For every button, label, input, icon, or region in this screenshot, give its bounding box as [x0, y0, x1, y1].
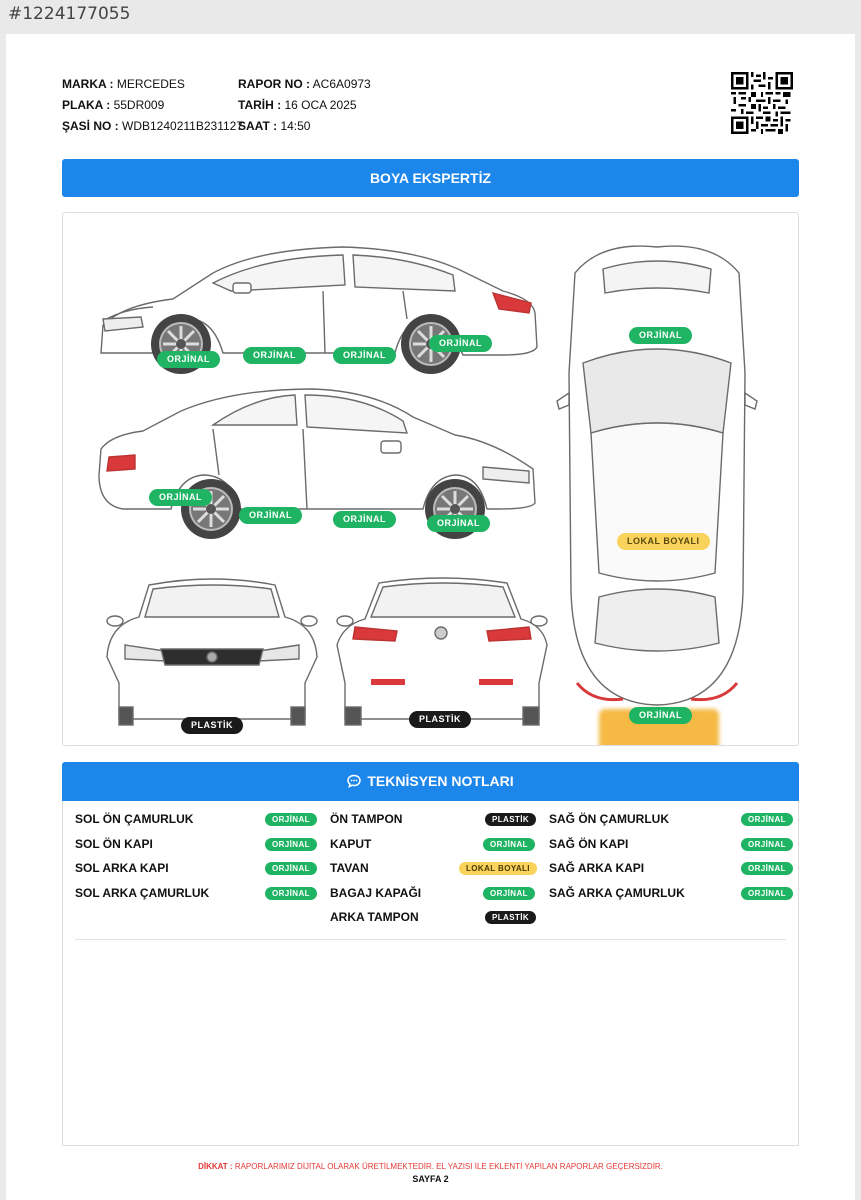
rapor-label: RAPOR NO :: [238, 77, 310, 91]
badge-left-rear-fender: ORJİNAL: [429, 335, 492, 352]
note-label: BAGAJ KAPAĞI: [330, 885, 422, 900]
boya-ekspertiz-title: BOYA EKSPERTİZ: [62, 159, 799, 197]
note-row: [75, 807, 311, 832]
dikkat-label: DİKKAT :: [198, 1162, 233, 1171]
car-diagram-panel: [62, 212, 799, 746]
note-status: ORJİNAL: [741, 887, 793, 900]
dikkat-text: RAPORLARIMIZ DİJİTAL OLARAK ÜRETİLMEKTEDİR. EL YAZISI İLE EKLENTİ YAPILAN RAPORLAR GEÇERSİZDİR.: [234, 1162, 663, 1171]
note-label: SOL ÖN KAPI: [75, 836, 153, 851]
note-status: ORJİNAL: [483, 887, 535, 900]
note-row: [549, 807, 789, 832]
qr-code-icon[interactable]: [731, 72, 793, 134]
rapor-row: [238, 74, 371, 95]
badge-right-rear-fender: ORJİNAL: [149, 489, 212, 506]
note-status: ORJİNAL: [741, 862, 793, 875]
sasi-label: ŞASİ NO :: [62, 119, 119, 133]
badge-right-front-fender: ORJİNAL: [427, 515, 490, 532]
note-status: ORJİNAL: [265, 813, 317, 826]
chat-bubble-icon: [347, 774, 361, 788]
page-number: SAYFA 2: [412, 1174, 449, 1184]
saat-label: SAAT :: [238, 119, 278, 133]
vehicle-meta-left: [62, 74, 243, 137]
note-row: [75, 881, 311, 906]
note-status: ORJİNAL: [265, 887, 317, 900]
report-page: [6, 34, 855, 1200]
note-status: PLASTİK: [485, 911, 536, 924]
note-row: [330, 881, 530, 906]
note-row: [549, 881, 789, 906]
plaka-value: 55DR009: [113, 98, 165, 112]
marka-label: MARKA :: [62, 77, 114, 91]
note-row: [75, 856, 311, 881]
note-label: SOL ÖN ÇAMURLUK: [75, 812, 194, 826]
note-label: TAVAN: [330, 861, 369, 875]
badge-left-front-door: ORJİNAL: [243, 347, 306, 364]
vehicle-meta-right: [238, 74, 371, 137]
note-status: PLASTİK: [485, 813, 536, 826]
note-label: ÖN TAMPON: [330, 812, 403, 826]
note-label: SOL ARKA ÇAMURLUK: [75, 885, 210, 900]
rear-view: [337, 578, 547, 725]
note-label: SAĞ ARKA ÇAMURLUK: [549, 885, 685, 900]
tarih-value: 16 OCA 2025: [284, 98, 357, 112]
notes-column-right: [549, 807, 789, 905]
teknisyen-notlari-title: [62, 762, 799, 801]
note-label: ARKA TAMPON: [330, 910, 419, 924]
note-label: SAĞ ÖN KAPI: [549, 836, 629, 851]
badge-left-front-fender: ORJİNAL: [157, 351, 220, 368]
front-view: [107, 579, 317, 725]
note-status: ORJİNAL: [741, 838, 793, 851]
note-label: SOL ARKA KAPI: [75, 861, 169, 875]
note-label: SAĞ ÖN ÇAMURLUK: [549, 812, 669, 826]
badge-rear-bumper: PLASTİK: [409, 711, 471, 728]
sasi-value: WDB1240211B231127: [122, 119, 243, 133]
note-row: [549, 856, 789, 881]
badge-trunk: ORJİNAL: [629, 707, 692, 724]
sasi-row: [62, 116, 243, 137]
note-status: ORJİNAL: [265, 862, 317, 875]
badge-right-front-door: ORJİNAL: [333, 511, 396, 528]
plaka-row: [62, 95, 243, 116]
tarih-label: TARİH :: [238, 98, 282, 112]
note-row: [330, 807, 530, 832]
car-diagram: [63, 213, 799, 746]
plaka-label: PLAKA :: [62, 98, 111, 112]
note-status: LOKAL BOYALI: [459, 862, 537, 875]
note-status: ORJİNAL: [265, 838, 317, 851]
note-row: [75, 832, 311, 857]
teknisyen-notlari-panel: [62, 801, 799, 1146]
badge-hood: ORJİNAL: [629, 327, 692, 344]
saat-row: [238, 116, 371, 137]
marka-value: MERCEDES: [116, 77, 185, 91]
note-label: SAĞ ARKA KAPI: [549, 861, 645, 875]
badge-right-rear-door: ORJİNAL: [239, 507, 302, 524]
marka-row: [62, 74, 243, 95]
note-status: ORJİNAL: [741, 813, 793, 826]
saat-value: 14:50: [280, 119, 311, 133]
notes-column-middle: [330, 807, 530, 930]
note-label: KAPUT: [330, 836, 372, 851]
note-status: ORJİNAL: [483, 838, 535, 851]
top-view: [557, 246, 757, 705]
footer-warning: [6, 1162, 855, 1171]
listing-id: #1224177055: [8, 4, 131, 24]
badge-left-rear-door: ORJİNAL: [333, 347, 396, 364]
notes-column-left: [75, 807, 311, 905]
note-row: [330, 905, 530, 930]
notes-title-text: TEKNİSYEN NOTLARI: [367, 773, 514, 789]
rapor-value: AC6A0973: [312, 77, 371, 91]
note-row: [330, 856, 530, 881]
tarih-row: [238, 95, 371, 116]
notes-divider: [75, 939, 786, 940]
note-row: [330, 832, 530, 857]
badge-roof: LOKAL BOYALI: [617, 533, 710, 550]
badge-front-bumper: PLASTİK: [181, 717, 243, 734]
note-row: [549, 832, 789, 857]
